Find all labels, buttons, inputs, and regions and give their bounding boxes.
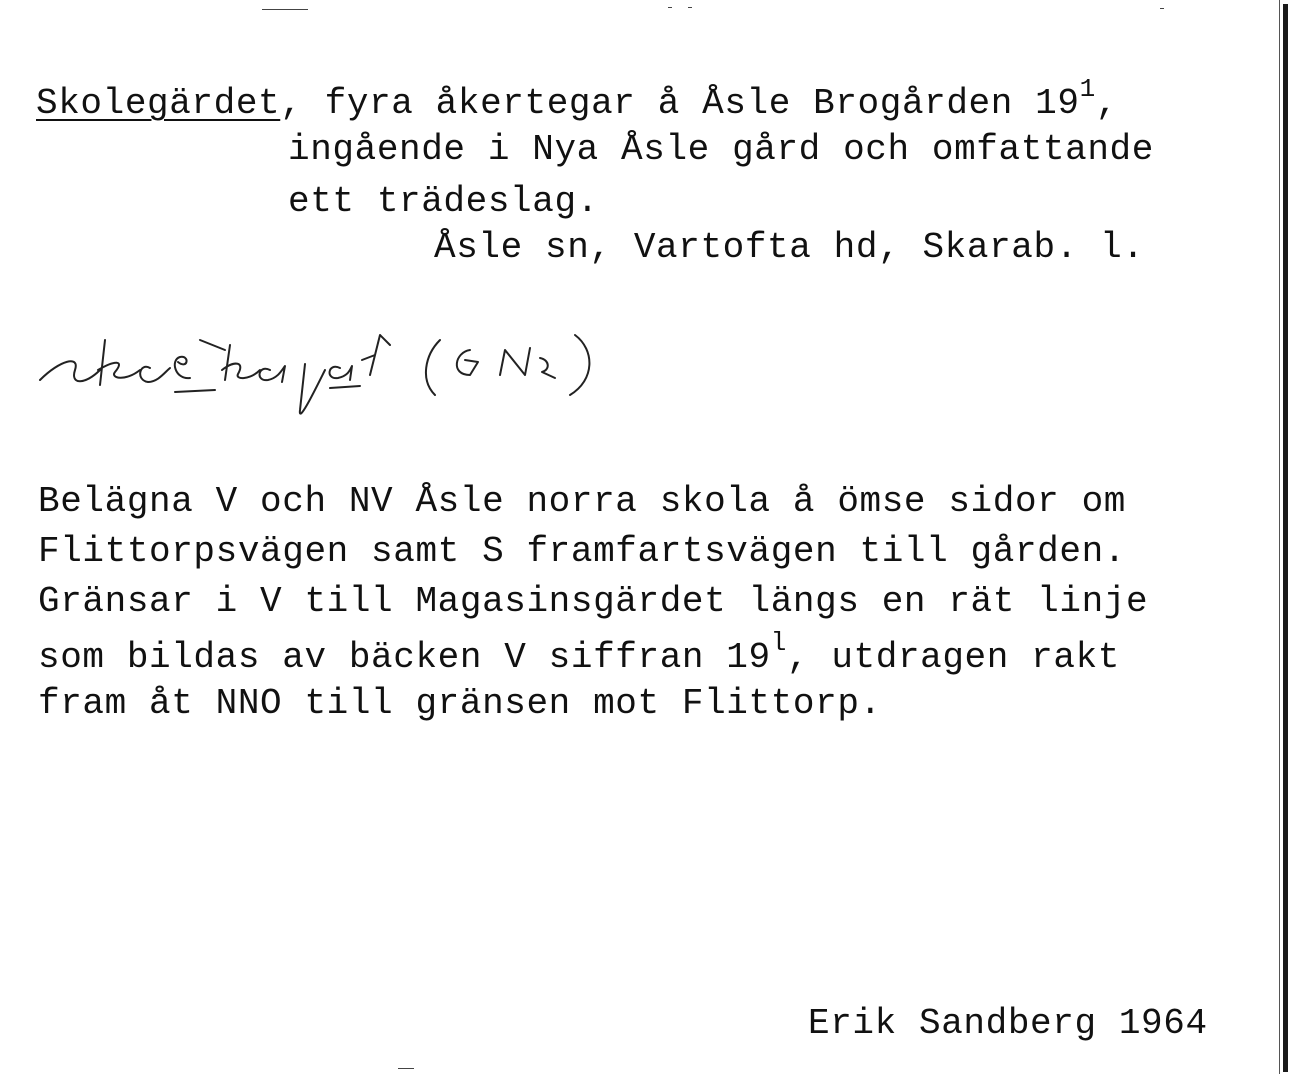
heading-line-1-end: , xyxy=(1095,83,1118,124)
handwritten-note xyxy=(30,300,730,440)
heading-line-3: ett trädeslag. xyxy=(288,181,599,222)
signature: Erik Sandberg 1964 xyxy=(808,1003,1208,1044)
description-line-4-rest: , utdragen rakt xyxy=(786,637,1120,678)
description-line-5: fram åt NNO till gränsen mot Flittorp. xyxy=(38,683,882,724)
description-line-2: Flittorpsvägen samt S framfartsvägen till gården. xyxy=(38,531,1126,572)
card-edge-border xyxy=(1283,4,1288,1072)
location-line: Åsle sn, Vartofta hd, Skarab. l. xyxy=(434,227,1145,268)
heading-line-1-text: , fyra åkertegar å Åsle Brogården 19 xyxy=(280,83,1080,124)
place-name: Skolegärdet xyxy=(36,83,281,124)
heading-line-1-superscript: 1 xyxy=(1079,74,1096,104)
description-line-4-superscript: l xyxy=(770,628,787,658)
description-line-4-text: som bildas av bäcken V siffran 19 xyxy=(38,637,771,678)
description-line-1: Belägna V och NV Åsle norra skola å ömse sidor om xyxy=(38,481,1126,522)
heading-line-1 xyxy=(36,74,1118,124)
heading-line-2: ingående i Nya Åsle gård och omfattande xyxy=(288,129,1154,170)
description-line-3: Gränsar i V till Magasinsgärdet längs en rät linje xyxy=(38,581,1149,622)
description-line-4 xyxy=(38,628,1120,678)
card-edge-line xyxy=(1279,0,1280,1074)
